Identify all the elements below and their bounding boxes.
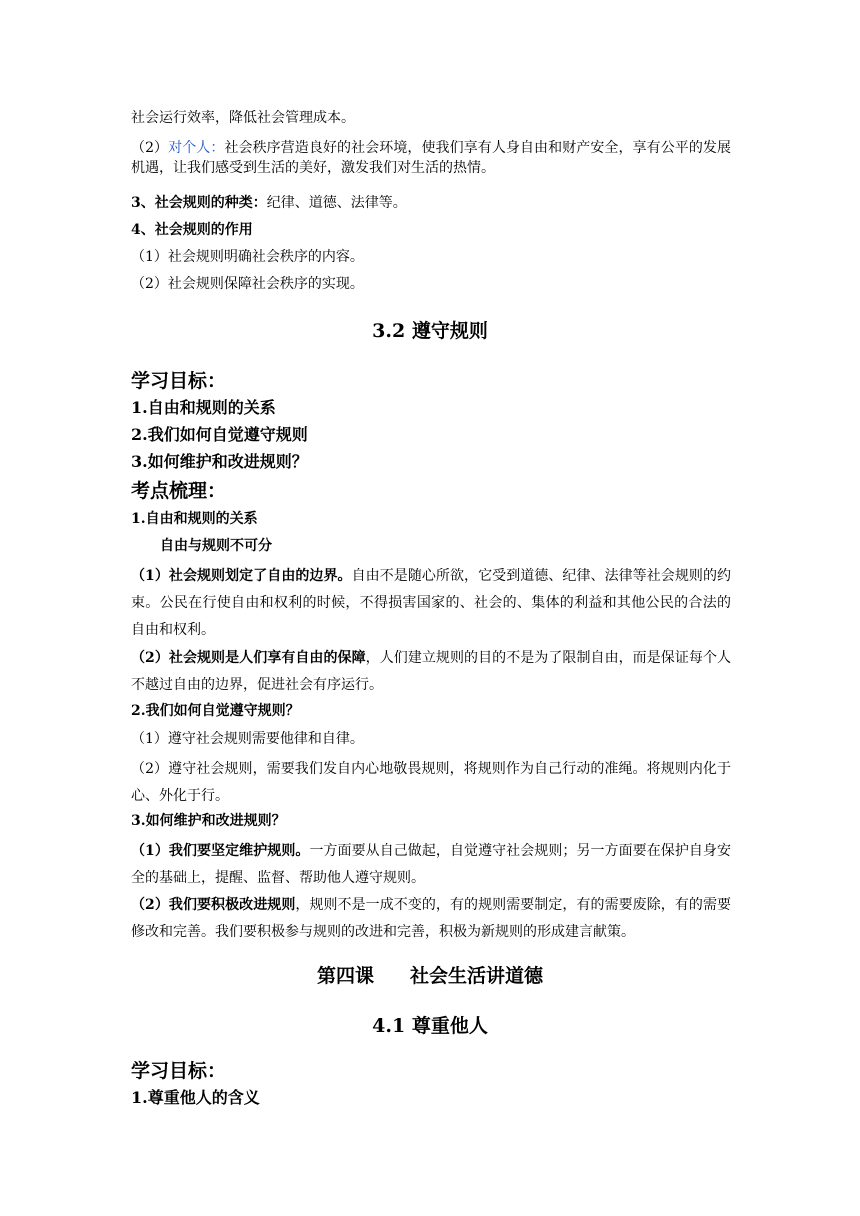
answer-bold: （1）我们要坚定维护规则。 [131,843,310,859]
rule-types-text: 纪律、道德、法律等。 [266,195,407,211]
lesson-name: 社会生活讲道德 [410,965,544,987]
objective-item: 1.自由和规则的关系 [131,398,276,417]
answer-text: 自由不是随心所欲，它受到道德、纪律、法律等社会规则的约束。公民在行使自由和权利的时候，不得损害国家的、社会的、集体的利益和其他公民的合法的自由和权利。 [131,568,732,638]
answer-bold: （2）社会规则是人们享有自由的保障 [131,650,366,666]
q1-answer-1 [131,563,731,644]
answer-bold: （1）社会规则划定了自由的边界。 [131,568,352,584]
q2-answer-1: （1）遵守社会规则需要他律和自律。 [131,731,364,747]
q2-heading: 2.我们如何自觉遵守规则？ [131,703,300,719]
answer-text: ，规则不是一成不变的，有的规则需要制定，有的需要废除，有的需要修改和完善。我们要积极参与规则的改进和完善，积极为新规则的形成建言献策。 [131,897,731,940]
rule-function-item-1: （1）社会规则明确社会秩序的内容。 [131,249,364,265]
q1-answer-2 [131,645,731,699]
q3-answer-2 [131,892,731,946]
rule-types-label: 3、社会规则的种类： [131,195,267,211]
objectives-heading-4-1: 学习目标： [131,1060,227,1082]
intro-paragraph-2 [131,138,731,178]
section-title-4-1: 4.1 尊重他人 [372,1015,488,1037]
objectives-heading: 学习目标： [131,370,227,392]
intro-paragraph-3 [131,193,731,213]
paragraph-text: 社会秩序营造良好的社会环境，使我们享有人身自由和财产安全，享有公平的发展机遇，让我们感受到生活的美好，激发我们对生活的热情。 [131,140,732,176]
q1-subheading: 自由与规则不可分 [160,538,272,554]
answer-bold: （2）我们要积极改进规则 [131,897,296,913]
individual-label: 对个人： [168,140,225,156]
q1-heading: 1.自由和规则的关系 [131,511,258,527]
answer-text: 一方面要从自己做起，自觉遵守社会规则；另一方面要在保护自身安全的基础上，提醒、监督、帮助他人遵守规则。 [131,843,731,886]
objective-item: 3.如何维护和改进规则？ [131,452,308,471]
objective-item: 1.尊重他人的含义 [131,1088,260,1107]
intro-line1: 社会运行效率，降低社会管理成本。 [131,110,355,126]
objective-item: 2.我们如何自觉遵守规则 [131,425,308,444]
q3-heading: 3.如何维护和改进规则？ [131,813,286,829]
lesson-number: 第四课 [316,965,374,987]
q2-answer-2: （2）遵守社会规则，需要我们发自内心地敬畏规则，将规则作为自己行动的准绳。将规则内化于心、外化于行。 [131,761,731,804]
key-points-heading: 考点梳理： [131,480,227,502]
rule-function-item-2: （2）社会规则保障社会秩序的实现。 [131,276,364,292]
lesson-4-title [0,962,860,990]
answer-text: ，人们建立规则的目的不是为了限制自由，而是保证每个人不越过自由的边界，促进社会有序运行。 [131,650,731,693]
q3-answer-1 [131,838,731,892]
rule-function-heading: 4、社会规则的作用 [131,222,253,238]
section-title-3-2: 3.2 遵守规则 [372,320,488,342]
paragraph-number: （2） [131,140,169,156]
